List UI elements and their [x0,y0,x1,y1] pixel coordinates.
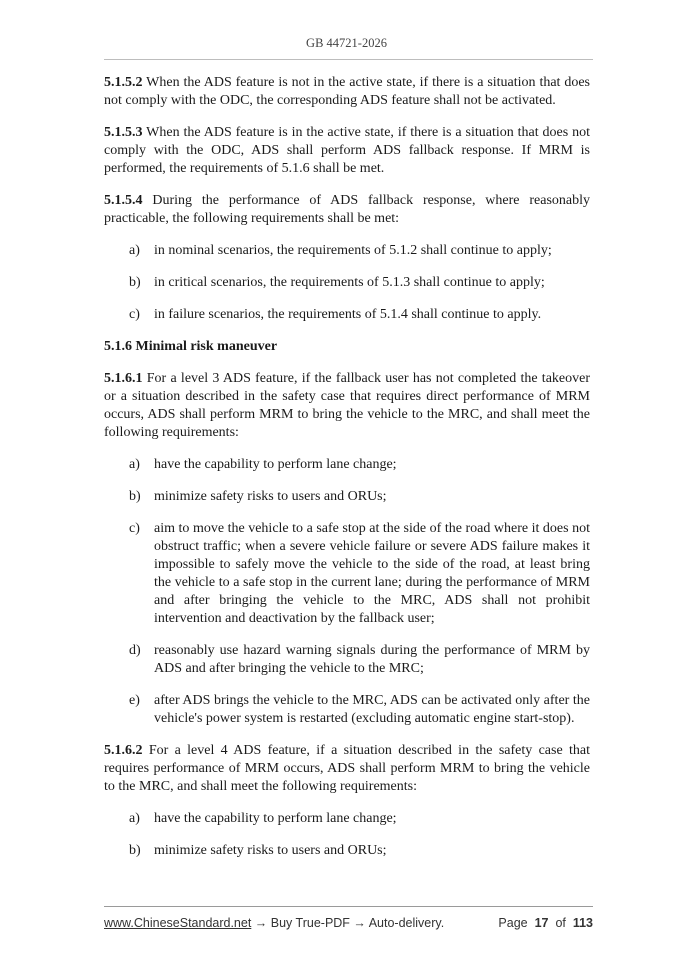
list-item-text: in failure scenarios, the requirements of 5.1.4 shall continue to apply. [154,307,542,322]
list-item-label: d) [129,643,141,658]
list-item-text: reasonably use hazard warning signals during the performance of MRM by ADS and after bringing the vehicle to the MRC; [154,643,590,676]
list-item [104,242,590,260]
list-item [104,692,590,728]
list-item-label: c) [129,307,140,322]
clause-number: 5.1.5.4 [104,193,143,208]
list-item [104,306,590,324]
footer-divider [104,906,593,907]
clause-number: 5.1.5.3 [104,125,143,140]
list-item-text: aim to move the vehicle to a safe stop at the side of the road where it does not obstruct traffic; when a severe vehicle failure or severe ADS failure makes it impossible to safely move the vehicle to the side of the road, at least bring the vehicle to a safe stop in the current lane; during the performance of MRM and after bringing the vehicle to the MRC, ADS shall not prohibit intervention and deactivation by the fallback user; [154,521,590,626]
list-item-text: have the capability to perform lane change; [154,811,397,826]
list-item [104,842,590,860]
footer-promo-text: → Buy True-PDF → Auto-delivery. [251,916,445,930]
list-item [104,810,590,828]
list-item [104,274,590,292]
list-item-label: b) [129,843,141,858]
clause-number: 5.1.5.2 [104,75,143,90]
list-item-text: after ADS brings the vehicle to the MRC, ADS can be activated only after the vehicle's power system is restarted (excluding automatic engine start-stop). [154,693,590,726]
list-item-label: a) [129,243,140,258]
clause-text: When the ADS feature is not in the active state, if there is a situation that does not comply with the ODC, the corresponding ADS feature shall not be activated. [104,75,590,108]
page-indicator [498,916,593,930]
list-item [104,642,590,678]
list-item-text: have the capability to perform lane change; [154,457,397,472]
clause-number: 5.1.6.1 [104,371,143,386]
list-item-text: minimize safety risks to users and ORUs; [154,843,387,858]
page-total: 113 [572,916,593,930]
list-item-label: a) [129,811,140,826]
clause-text: When the ADS feature is in the active state, if there is a situation that does not comply with the ODC, ADS shall perform ADS fallback response. If MRM is performed, the requirements of 5.1.6 shall be met. [104,125,590,176]
clause-text: For a level 3 ADS feature, if the fallback user has not completed the takeover or a situation described in the safety case that requires direct performance of MRM occurs, ADS shall perform MRM to bring the vehicle to the MRC, and shall meet the following requirements: [104,371,590,440]
list-item [104,520,590,628]
list-item-label: c) [129,521,140,536]
list-item-text: minimize safety risks to users and ORUs; [154,489,387,504]
list-item [104,456,590,474]
clause-5-1-5-4 [104,192,590,228]
clause-5-1-5-4-list [104,242,590,324]
clause-text: During the performance of ADS fallback response, where reasonably practicable, the following requirements shall be met: [104,193,590,226]
clause-5-1-6-2 [104,742,590,796]
clause-5-1-5-2 [104,74,590,110]
list-item-label: b) [129,275,141,290]
page-word: Page [498,916,528,930]
list-item [104,488,590,506]
clause-number: 5.1.6.2 [104,743,143,758]
header-divider [104,59,593,60]
list-item-label: b) [129,489,141,504]
clause-5-1-5-3 [104,124,590,178]
of-word: of [555,916,566,930]
list-item-label: a) [129,457,140,472]
page-current: 17 [534,916,549,930]
document-body [104,74,590,874]
clause-text: For a level 4 ADS feature, if a situation described in the safety case that requires performance of MRM occurs, ADS shall perform MRM to bring the vehicle to the MRC, and shall meet the following requirements: [104,743,590,794]
page-footer [104,916,593,936]
document-header: GB 44721-2026 [306,36,387,50]
clause-5-1-6-1 [104,370,590,442]
clause-5-1-6-1-list [104,456,590,728]
footer-promo [104,916,444,930]
site-link[interactable]: www.ChineseStandard.net [104,916,252,930]
list-item-label: e) [129,693,140,708]
list-item-text: in nominal scenarios, the requirements of 5.1.2 shall continue to apply; [154,243,552,258]
clause-5-1-6-2-list [104,810,590,860]
section-heading-5-1-6: 5.1.6 Minimal risk maneuver [104,339,278,354]
list-item-text: in critical scenarios, the requirements of 5.1.3 shall continue to apply; [154,275,545,290]
